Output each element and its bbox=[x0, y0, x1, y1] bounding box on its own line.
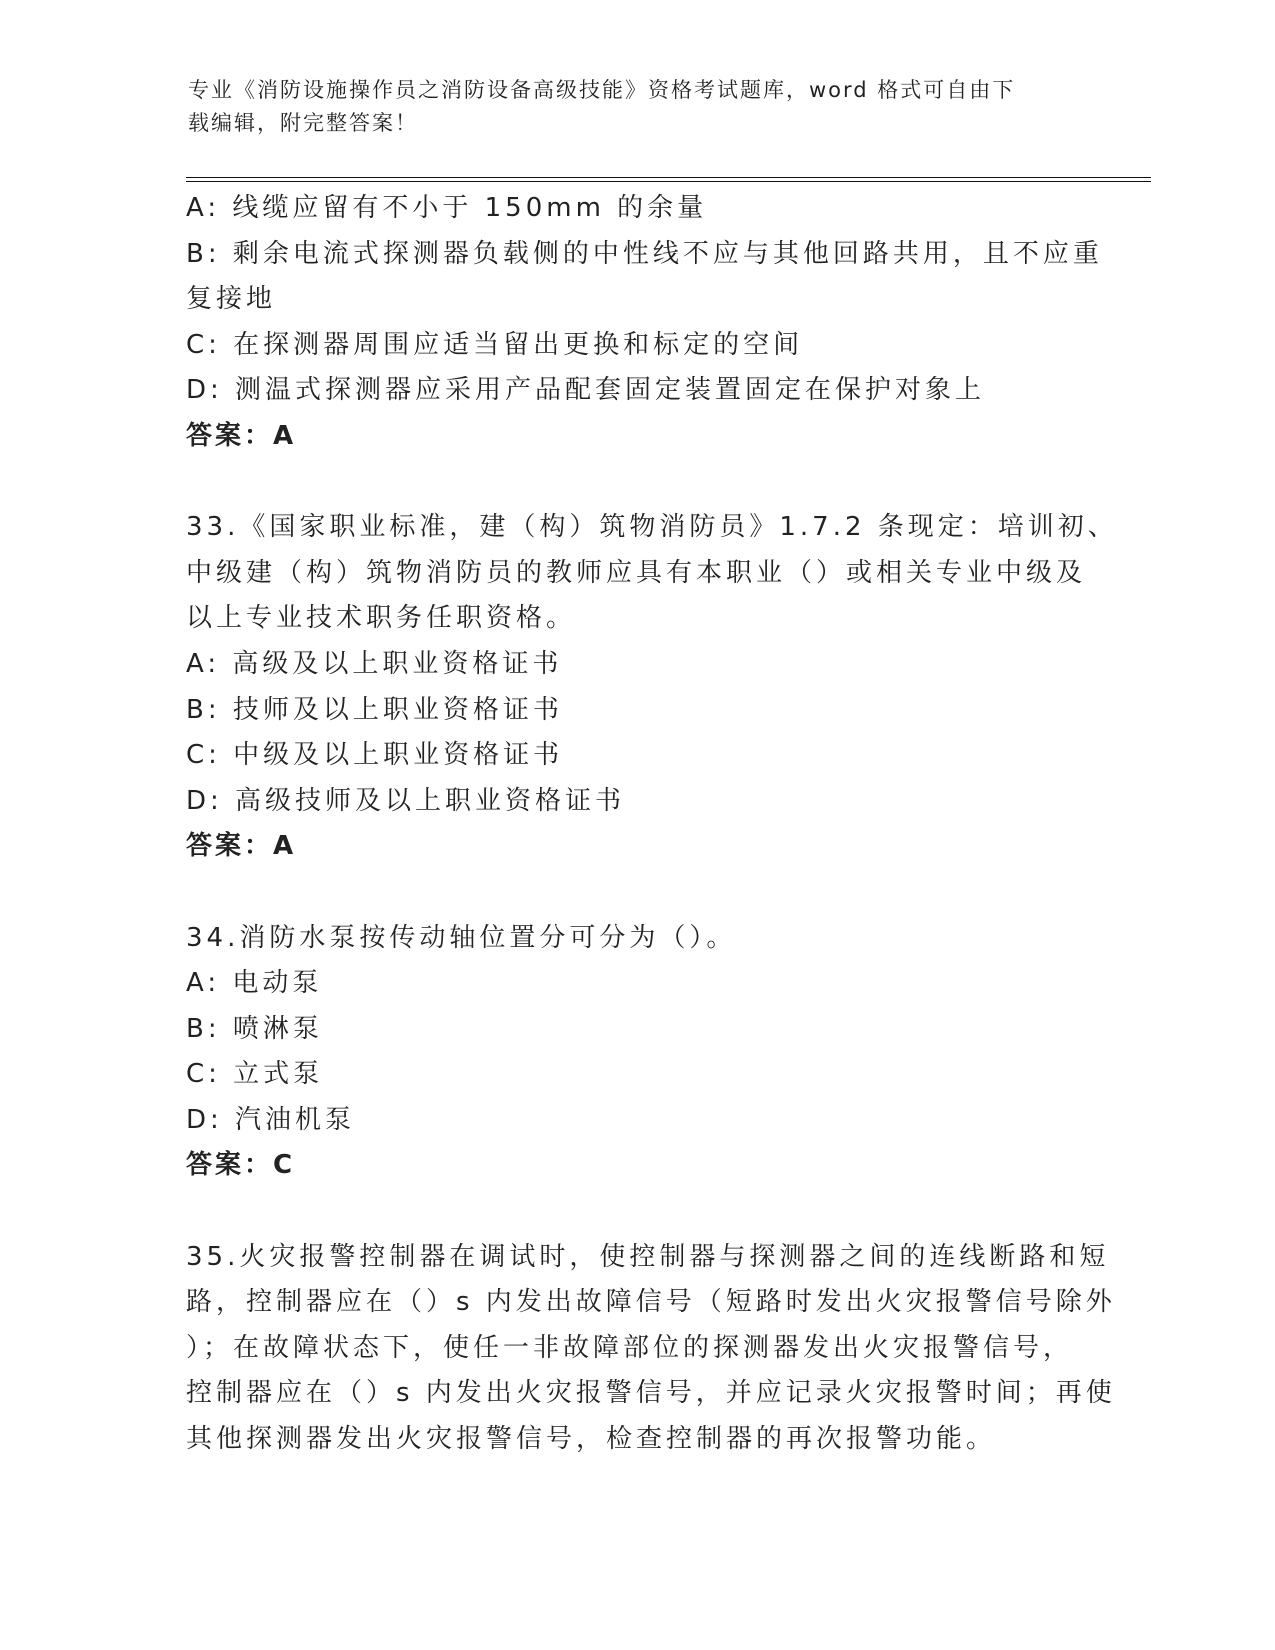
option-a: A: 高级及以上职业资格证书 bbox=[186, 648, 563, 679]
answer: 答案：A bbox=[186, 831, 297, 862]
question-33 bbox=[186, 505, 1118, 870]
document-header bbox=[188, 74, 1068, 140]
question-stem: 33.《国家职业标准，建（构）筑物消防员》1.7.2 条现定：培训初、 bbox=[186, 512, 1118, 543]
question-stem-continued: 控制器应在（）s 内发出火灾报警信号，并应记录火灾报警时间；再使 bbox=[186, 1378, 1116, 1409]
question-stem-continued: 以上专业技术职务任职资格。 bbox=[186, 603, 577, 634]
option-b-continued: 复接地 bbox=[186, 284, 277, 315]
question-stem-continued: 其他探测器发出火灾报警信号，检查控制器的再次报警功能。 bbox=[186, 1424, 997, 1455]
option-d: D: 汽油机泵 bbox=[186, 1104, 356, 1135]
option-a: A: 线缆应留有不小于 150mm 的余量 bbox=[186, 193, 708, 223]
spacer bbox=[186, 870, 1086, 916]
header-line-2: 载编辑，附完整答案！ bbox=[188, 111, 418, 135]
option-c: C: 立式泵 bbox=[186, 1059, 324, 1090]
spacer bbox=[186, 460, 1086, 506]
option-c: C: 在探测器周围应适当留出更换和标定的空间 bbox=[186, 329, 804, 360]
question-34 bbox=[186, 916, 1086, 1190]
header-divider bbox=[186, 177, 1151, 182]
option-b: B: 喷淋泵 bbox=[186, 1013, 323, 1044]
question-list bbox=[186, 186, 1118, 1463]
option-b: B: 剩余电流式探测器负载侧的中性线不应与其他回路共用，且不应重 bbox=[186, 238, 1103, 269]
question-32 bbox=[186, 186, 1103, 460]
question-stem-continued: 中级建（构）筑物消防员的教师应具有本职业（）或相关专业中级及 bbox=[186, 557, 1087, 588]
answer: 答案：A bbox=[186, 420, 297, 451]
question-stem-continued: 路，控制器应在（）s 内发出故障信号（短路时发出火灾报警信号除外 bbox=[186, 1287, 1116, 1318]
option-d: D: 测温式探测器应采用产品配套固定装置固定在保护对象上 bbox=[186, 375, 986, 406]
question-35 bbox=[186, 1235, 1116, 1463]
question-stem: 35.火灾报警控制器在调试时，使控制器与探测器之间的连线断路和短 bbox=[186, 1241, 1110, 1272]
header-line-1: 专业《消防设施操作员之消防设备高级技能》资格考试题库，word 格式可自由下 bbox=[188, 78, 1016, 102]
answer: 答案：C bbox=[186, 1150, 296, 1181]
option-d: D: 高级技师及以上职业资格证书 bbox=[186, 785, 626, 816]
option-c: C: 中级及以上职业资格证书 bbox=[186, 740, 564, 771]
spacer bbox=[186, 1189, 1086, 1235]
option-b: B: 技师及以上职业资格证书 bbox=[186, 694, 563, 725]
option-a: A: 电动泵 bbox=[186, 968, 323, 999]
question-stem: 34.消防水泵按传动轴位置分可分为（）。 bbox=[186, 922, 737, 953]
question-stem-continued: ）；在故障状态下，使任一非故障部位的探测器发出火灾报警信号， bbox=[186, 1332, 1074, 1363]
